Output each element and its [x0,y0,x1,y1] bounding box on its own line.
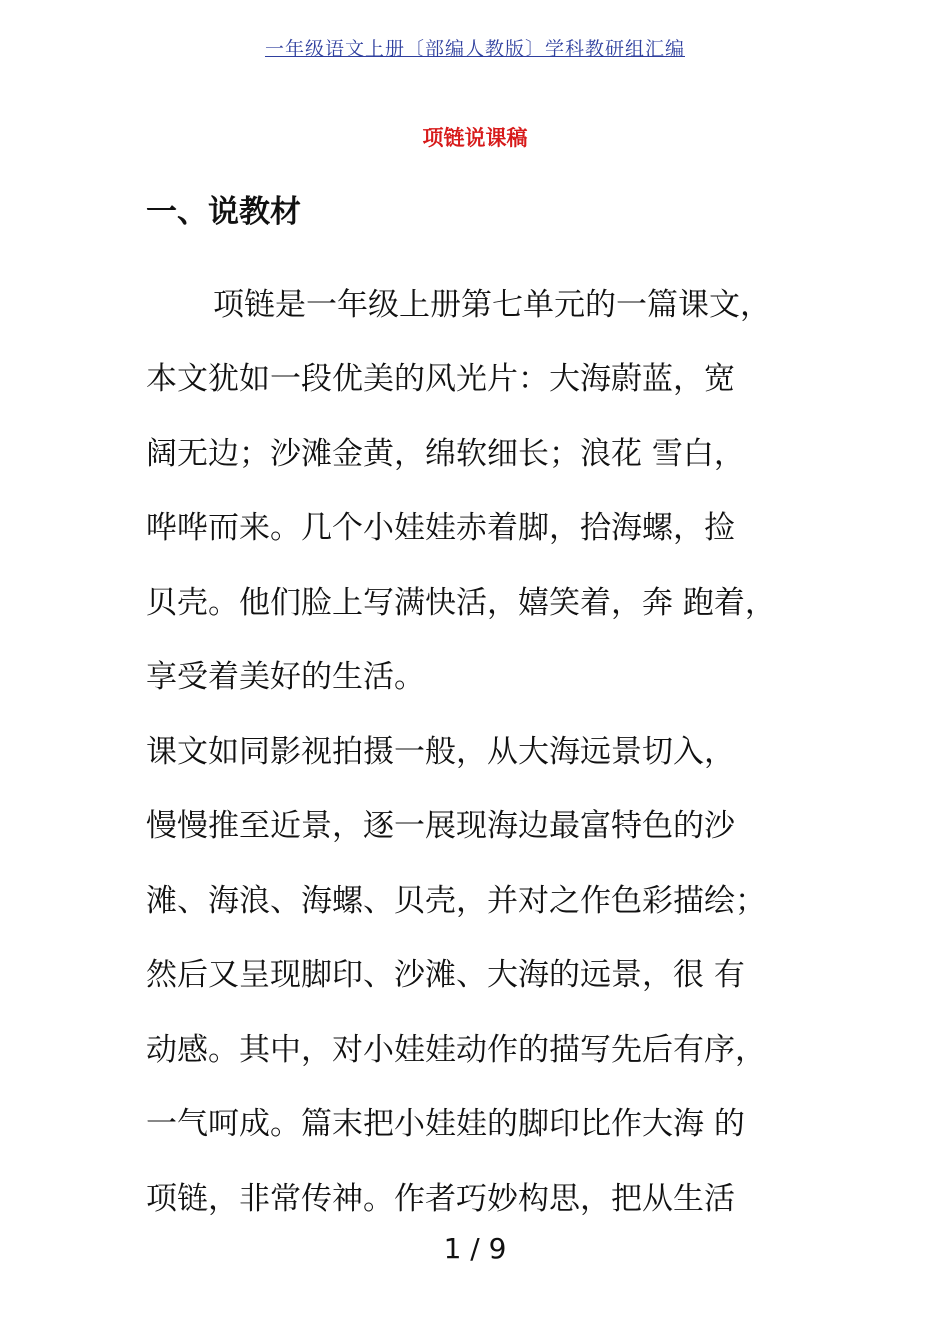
paragraph-line: 阔无边；沙滩金黄，绵软细长；浪花 雪白， [146,436,745,472]
paragraph-line: 贝壳。他们脸上写满快活，嬉笑着，奔 跑着， [146,585,776,621]
paragraph-line: 一气呵成。篇末把小娃娃的脚印比作大海 的 [146,1106,745,1142]
paragraph-line: 项链是一年级上册第七单元的一篇课文， [213,287,771,323]
paragraph-line: 然后又呈现脚印、沙滩、大海的远景，很 有 [146,957,745,993]
paragraph-line: 项链，非常传神。作者巧妙构思，把从生活 [146,1181,735,1217]
paragraph-line: 享受着美好的生活。 [146,659,425,695]
paragraph-line: 滩、海浪、海螺、贝壳，并对之作色彩描绘； [146,883,766,919]
page-number: 1 / 9 [443,1232,507,1265]
paragraph-line: 慢慢推至近景，逐一展现海边最富特色的沙 [146,808,735,844]
document-header: 一年级语文上册〔部编人教版〕学科教研组汇编 [264,38,685,60]
paragraph-line: 本文犹如一段优美的风光片：大海蔚蓝，宽 [146,361,735,397]
paragraph-line: 课文如同影视拍摄一般，从大海远景切入， [146,734,735,770]
paragraph-line: 动感。其中，对小娃娃动作的描写先后有序， [146,1032,766,1068]
section-heading: 一、说教材 [146,194,301,230]
paragraph-line: 哗哗而来。几个小娃娃赤着脚，拾海螺，捡 [146,510,735,546]
document-title: 项链说课稿 [422,126,528,150]
